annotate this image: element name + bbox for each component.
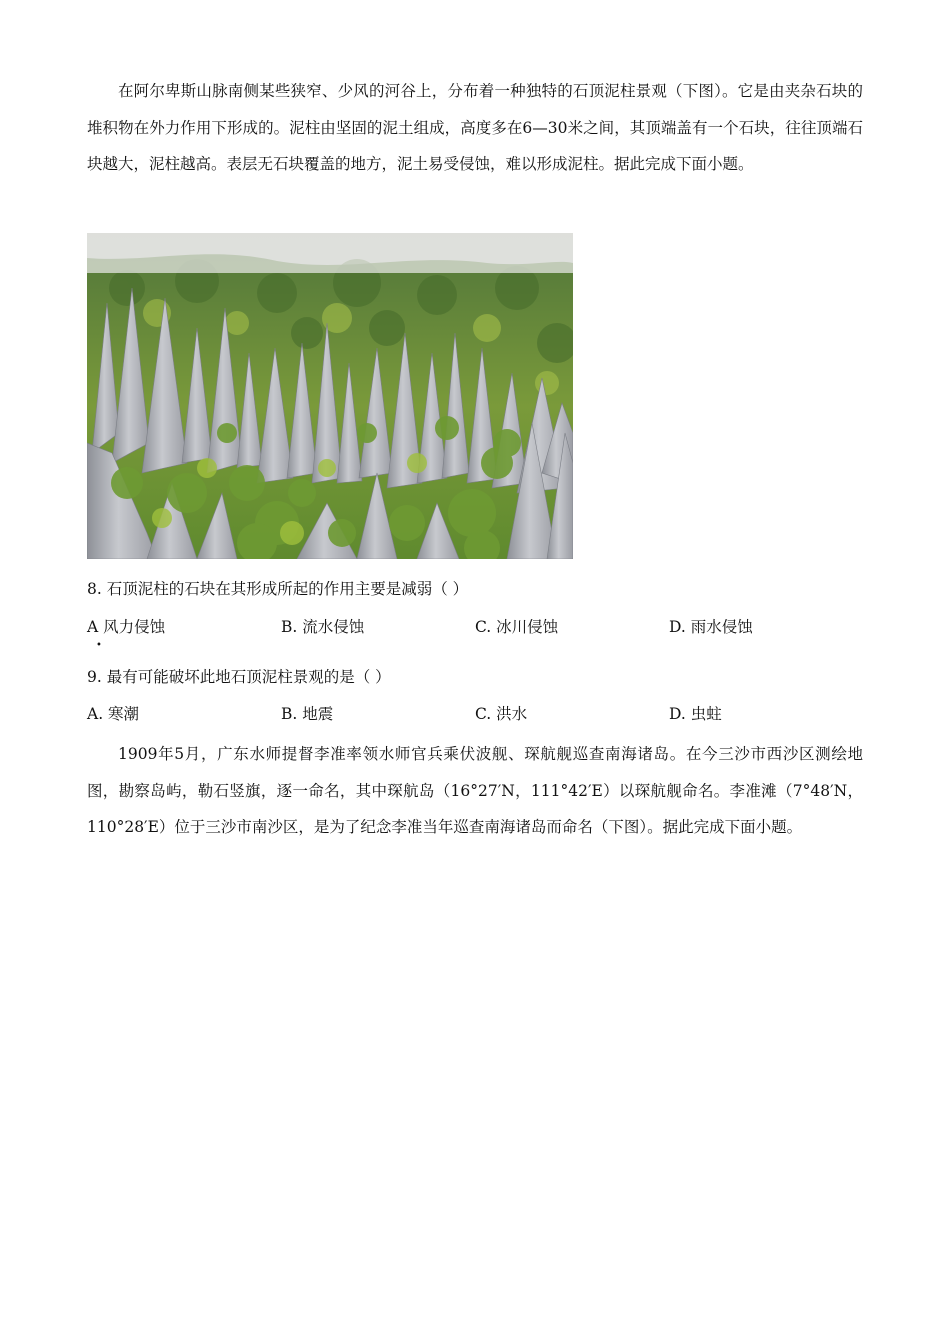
passage-stone-capped-pillars: 在阿尔卑斯山脉南侧某些狭窄、少风的河谷上，分布着一种独特的石顶泥柱景观（下图）。它是由夹杂石块的堆积物在外力作用下形成的。泥柱由坚固的泥土组成，高度多在6—30米之间，其顶端盖有一个石块，往往顶端石块越大，泥柱越高。表层无石块覆盖的地方，泥土易受侵蚀，难以形成泥柱。据此完成下面小题。 (87, 82, 863, 173)
q8-option-a: A 风力侵蚀 (87, 618, 166, 636)
q9-option-c: C. 洪水 (475, 705, 528, 723)
q9-option-b: B. 地震 (281, 705, 334, 723)
q9-option-d: D. 虫蛀 (669, 705, 722, 723)
stray-dot-mark: • (96, 640, 102, 651)
q8-option-b: B. 流水侵蚀 (281, 618, 365, 636)
passage-nanhai-islands: 1909年5月，广东水师提督李准率领水师官兵乘伏波舰、琛航舰巡查南海诸岛。在今三沙市西沙区测绘地图，勘察岛屿，勒石竖旗，逐一命名，其中琛航岛（16°27′N，111°42′E）以琛航舰命名。李准滩（7°48′N，110°28′E）位于三沙市南沙区，是为了纪念李准当年巡查南海诸岛而命名（下图）。据此完成下面小题。 (87, 745, 863, 836)
q9-option-a: A. 寒潮 (87, 705, 140, 723)
question-8-stem: 8. 石顶泥柱的石块在其形成所起的作用主要是减弱（ ） (87, 580, 469, 598)
stone-capped-earth-pillar-photo (87, 233, 573, 559)
question-9-stem: 9. 最有可能破坏此地石顶泥柱景观的是（ ） (87, 668, 391, 686)
q8-option-d: D. 雨水侵蚀 (669, 618, 753, 636)
q8-option-c: C. 冰川侵蚀 (475, 618, 559, 636)
